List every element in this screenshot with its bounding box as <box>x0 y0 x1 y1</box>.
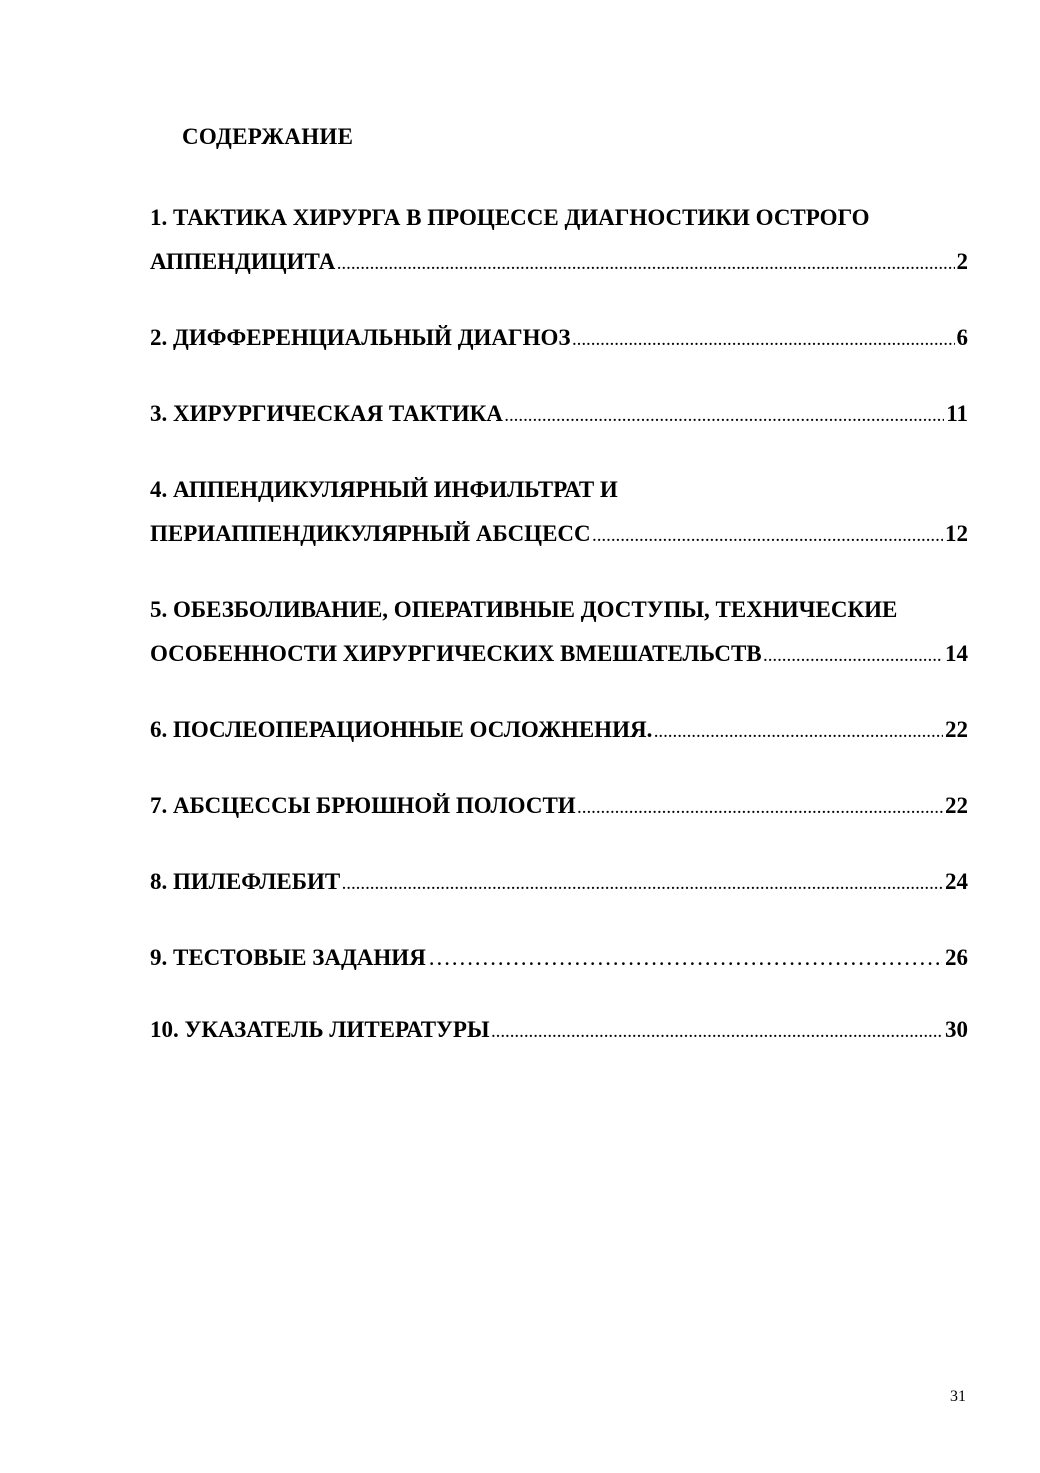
toc-entry-title: ОСОБЕННОСТИ ХИРУРГИЧЕСКИХ ВМЕШАТЕЛЬСТВ <box>150 641 762 666</box>
toc-page-number: 22 <box>945 793 968 818</box>
dot-leader <box>337 244 954 288</box>
toc-entry-last-line <box>150 240 968 288</box>
toc-entry-last-line <box>150 936 968 980</box>
toc-entry-3[interactable] <box>150 392 968 440</box>
toc-page-number: 30 <box>945 1017 968 1042</box>
dot-leader <box>573 320 955 364</box>
toc-entry-title: 9. ТЕСТОВЫЕ ЗАДАНИЯ <box>150 945 426 970</box>
toc-entry-title: АППЕНДИЦИТА <box>150 249 336 274</box>
toc-entry-6[interactable] <box>150 708 968 756</box>
toc-entry-title: ПЕРИАППЕНДИКУЛЯРНЫЙ АБСЦЕСС <box>150 521 591 546</box>
toc-page-number: 6 <box>956 325 968 350</box>
dot-leader <box>492 1012 943 1056</box>
page-number: 31 <box>950 1388 966 1405</box>
toc-page-number: 22 <box>945 717 968 742</box>
toc-entry-last-line <box>150 316 968 364</box>
toc-entry-last-line <box>150 632 968 680</box>
toc-entry-5[interactable] <box>150 588 968 680</box>
dot-leader <box>505 396 944 440</box>
toc-entry-10[interactable] <box>150 1008 968 1056</box>
toc-page-number: 24 <box>945 869 968 894</box>
dot-leader <box>578 788 943 832</box>
toc-page-number: 2 <box>956 249 968 274</box>
dot-leader <box>342 864 943 908</box>
toc-entry-last-line <box>150 860 968 908</box>
toc-entry-last-line <box>150 392 968 440</box>
dot-leader <box>593 516 943 560</box>
page-title: СОДЕРЖАНИЕ <box>182 124 354 149</box>
toc-entry-last-line <box>150 708 968 756</box>
toc-entry-8[interactable] <box>150 860 968 908</box>
toc-entry-title: 7. АБСЦЕССЫ БРЮШНОЙ ПОЛОСТИ <box>150 793 576 818</box>
toc-entry-title: 3. ХИРУРГИЧЕСКАЯ ТАКТИКА <box>150 401 503 426</box>
toc-entry-2[interactable] <box>150 316 968 364</box>
toc-page-number: 12 <box>945 521 968 546</box>
dot-leader <box>428 936 943 980</box>
toc-entry-last-line <box>150 512 968 560</box>
toc-entry-last-line <box>150 1008 968 1056</box>
toc-page-number: 11 <box>946 401 968 426</box>
dot-leader <box>654 712 943 756</box>
toc-entry-last-line <box>150 784 968 832</box>
toc-entry-title: 8. ПИЛЕФЛЕБИТ <box>150 869 341 894</box>
toc-entry-text-line: 5. ОБЕЗБОЛИВАНИЕ, ОПЕРАТИВНЫЕ ДОСТУПЫ, ТЕХНИЧЕСКИЕ <box>150 597 898 622</box>
toc-entry-title: 6. ПОСЛЕОПЕРАЦИОННЫЕ ОСЛОЖНЕНИЯ. <box>150 717 653 742</box>
toc-entry-title: 2. ДИФФЕРЕНЦИАЛЬНЫЙ ДИАГНОЗ <box>150 325 571 350</box>
toc-entry-1[interactable] <box>150 196 968 288</box>
toc-entry-text-line: 4. АППЕНДИКУЛЯРНЫЙ ИНФИЛЬТРАТ И <box>150 477 618 502</box>
dot-leader <box>764 636 943 680</box>
toc-entry-4[interactable] <box>150 468 968 560</box>
toc-entry-text-line: 1. ТАКТИКА ХИРУРГА В ПРОЦЕССЕ ДИАГНОСТИКИ ОСТРОГО <box>150 205 870 230</box>
toc-entry-9[interactable] <box>150 936 968 980</box>
toc-entry-title: 10. УКАЗАТЕЛЬ ЛИТЕРАТУРЫ <box>150 1017 490 1042</box>
table-of-contents <box>150 196 968 1056</box>
toc-page-number: 14 <box>945 641 968 666</box>
toc-page-number: 26 <box>945 945 968 970</box>
toc-entry-7[interactable] <box>150 784 968 832</box>
